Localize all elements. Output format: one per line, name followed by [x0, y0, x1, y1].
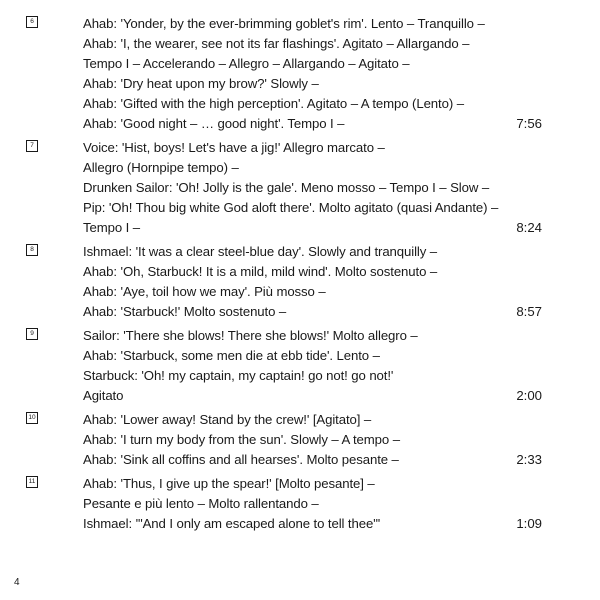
track-line: Voice: 'Hist, boys! Let's have a jig!' Allegro marcato –	[83, 140, 385, 155]
track-duration: 8:24	[516, 220, 542, 235]
track-number-box: 9	[26, 328, 38, 340]
track-line: Ishmael: '"And I only am escaped alone to tell thee"'	[83, 516, 381, 531]
track-line: Drunken Sailor: 'Oh! Jolly is the gale'. Meno mosso – Tempo I – Slow –	[83, 180, 490, 195]
track-line: Agitato	[83, 388, 124, 403]
track-number-box: 10	[26, 412, 38, 424]
track-line: Pesante e più lento – Molto rallentando –	[83, 496, 319, 511]
track-line: Tempo I –	[83, 220, 141, 235]
track-line: Ahab: 'Dry heat upon my brow?' Slowly –	[83, 76, 319, 91]
track-description	[83, 14, 563, 134]
track-line: Ahab: 'Yonder, by the ever-brimming goblet's rim'. Lento – Tranquillo –	[83, 16, 485, 31]
track-number-box: 11	[26, 476, 38, 488]
track-line: Ahab: 'Aye, toil how we may'. Più mosso –	[83, 284, 326, 299]
track-line: Sailor: 'There she blows! There she blows!' Molto allegro –	[83, 328, 418, 343]
track-duration: 2:00	[516, 388, 542, 403]
track-line: Ahab: 'Thus, I give up the spear!' [Molto pesante] –	[83, 476, 375, 491]
track-duration: 2:33	[516, 452, 542, 467]
page-number: 4	[14, 577, 20, 588]
track-line: Ahab: 'Gifted with the high perception'. Agitato – A tempo (Lento) –	[83, 96, 464, 111]
track-line: Ahab: 'Starbuck, some men die at ebb tide'. Lento –	[83, 348, 380, 363]
track-duration: 8:57	[516, 304, 542, 319]
track-description	[83, 326, 563, 406]
track-line: Tempo I – Accelerando – Allegro – Allargando – Agitato –	[83, 56, 410, 71]
track-number-box: 8	[26, 244, 38, 256]
track-description	[83, 474, 563, 534]
track-line: Ishmael: 'It was a clear steel-blue day'. Slowly and tranquilly –	[83, 244, 438, 259]
track-line: Pip: 'Oh! Thou big white God aloft there'. Molto agitato (quasi Andante) –	[83, 200, 499, 215]
track-number-box: 6	[26, 16, 38, 28]
track-line: Ahab: 'Lower away! Stand by the crew!' [Agitato] –	[83, 412, 372, 427]
track-description	[83, 410, 563, 470]
track-duration: 1:09	[516, 516, 542, 531]
track-number-box: 7	[26, 140, 38, 152]
track-duration: 7:56	[516, 116, 542, 131]
track-description	[83, 242, 563, 322]
track-line: Allegro (Hornpipe tempo) –	[83, 160, 239, 175]
track-line: Ahab: 'Oh, Starbuck! It is a mild, mild wind'. Molto sostenuto –	[83, 264, 438, 279]
track-line: Starbuck: 'Oh! my captain, my captain! go not! go not!'	[83, 368, 394, 383]
track-line: Ahab: 'I turn my body from the sun'. Slowly – A tempo –	[83, 432, 400, 447]
track-line: Ahab: 'Good night – … good night'. Tempo I –	[83, 116, 345, 131]
track-line: Ahab: 'I, the wearer, see not its far flashings'. Agitato – Allargando –	[83, 36, 470, 51]
track-description	[83, 138, 563, 238]
track-line: Ahab: 'Sink all coffins and all hearses'. Molto pesante –	[83, 452, 399, 467]
track-line: Ahab: 'Starbuck!' Molto sostenuto –	[83, 304, 287, 319]
